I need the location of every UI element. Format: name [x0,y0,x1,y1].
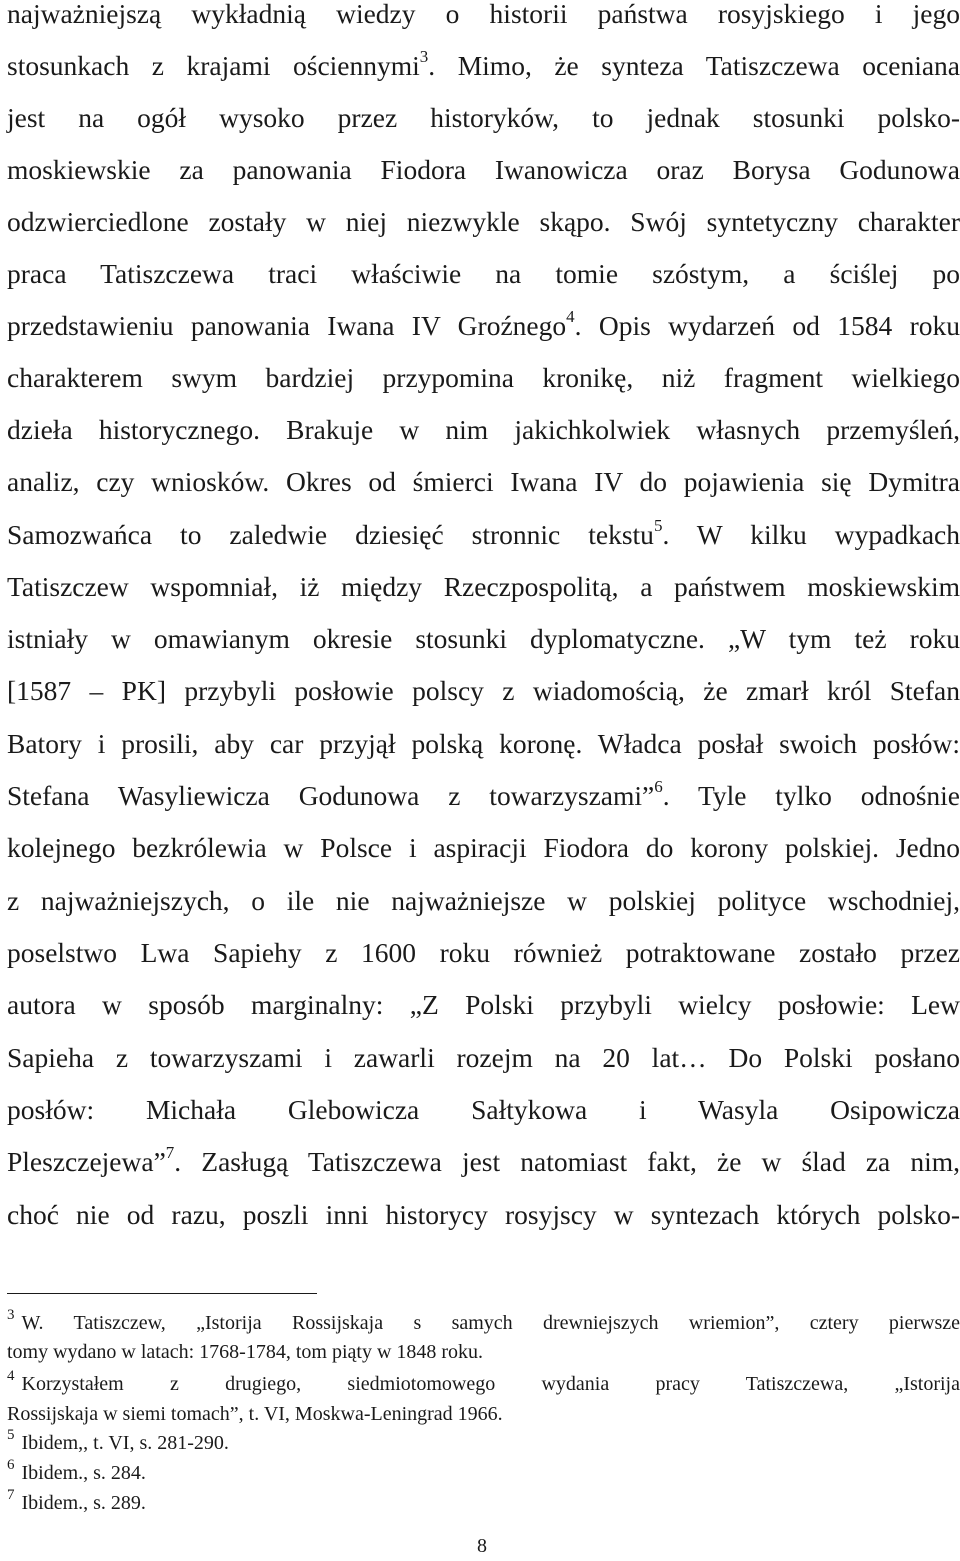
footnote-3-cont: tomy wydano w latach: 1768-1784, tom piąty w 1848 roku. [7,1341,484,1363]
body-line: dzieła historycznego. Brakuje w nim jakichkolwiek własnych przemyśleń, [7,414,960,445]
footnote-separator [7,1293,317,1294]
body-line: [1587 – PK] przybyli posłowie polscy z wiadomością, że zmarł król Stefan [7,675,960,706]
body-line: istniały w omawianym okresie stosunki dyplomatyczne. „W tym też roku [7,623,960,654]
body-line: Batory i prosili, aby car przyjął polską koronę. Władca posłał swoich posłów: [7,728,960,759]
body-line: autora w sposób marginalny: „Z Polski przybyli wielcy posłowie: Lew [7,989,960,1020]
footnote-6: $^6$ Ibidem., s. 284. [7,1457,146,1484]
body-line: stosunkach z krajami ościennymi$^3$. Mimo, że synteza Tatiszczewa oceniana [7,46,960,81]
footnote-5: $^5$ Ibidem,, t. VI, s. 281-290. [7,1427,229,1454]
body-line: choć nie od razu, poszli inni historycy rosyjscy w syntezach których polsko- [7,1199,960,1230]
footnote-7: $^7$ Ibidem., s. 289. [7,1487,146,1514]
body-line: odzwierciedlone zostały w niej niezwykle skąpo. Swój syntetyczny charakter [7,206,960,237]
footnote-ref-3: 3 [419,46,429,66]
body-line: Tatiszczew wspomniał, iż między Rzeczpospolitą, a państwem moskiewskim [7,571,960,602]
body-line: Stefana Wasyliewicza Godunowa z towarzyszami”$^6$. Tyle tylko odnośnie [7,776,960,811]
footnote-4-cont: Rossijskaja w siemi tomach”, t. VI, Moskwa-Leningrad 1966. [7,1403,503,1425]
page-number: 8 [477,1535,487,1557]
footnote-ref-6: 6 [654,776,663,796]
footnote-ref-7: 7 [165,1142,175,1162]
body-line: moskiewskie za panowania Fiodora Iwanowicza oraz Borysa Godunowa [7,154,960,185]
body-line: poselstwo Lwa Sapiehy z 1600 roku również potraktowane zostało przez [7,937,960,968]
body-line: analiz, czy wniosków. Okres od śmierci Iwana IV do pojawienia się Dymitra [7,466,960,497]
body-line: Pleszczejewa”$^7$. Zasługą Tatiszczewa jest natomiast fakt, że w ślad za nim, [7,1142,960,1177]
body-line: najważniejszą wykładnią wiedzy o historii państwa rosyjskiego i jego [7,0,960,29]
footnote-3: $^3$ W. Tatiszczew, „Istorija Rossijskaja s samych drewniejszych wriemion”, cztery pierwsze [7,1307,960,1334]
body-line: posłów: Michała Glebowicza Sałtykowa i Wasyla Osipowicza [7,1094,960,1125]
footnote-ref-4: 4 [566,306,575,326]
body-line: Sapieha z towarzyszami i zawarli rozejm na 20 lat… Do Polski posłano [7,1042,960,1073]
body-line: charakterem swym bardziej przypomina kronikę, niż fragment wielkiego [7,362,960,393]
footnote-4: $^4$ Korzystałem z drugiego, siedmiotomowego wydania pracy Tatiszczewa, „Istorija [7,1368,960,1395]
body-line: Samozwańca to zaledwie dziesięć stronnic tekstu$^5$. W kilku wypadkach [7,515,960,550]
body-line: praca Tatiszczewa traci właściwie na tomie szóstym, a ściślej po [7,258,960,289]
footnote-ref-5: 5 [653,515,663,535]
body-line: przedstawieniu panowania Iwana IV Groźnego$^4$. Opis wydarzeń od 1584 roku [7,306,960,341]
body-line: kolejnego bezkrólewia w Polsce i aspiracji Fiodora do korony polskiej. Jedno [7,832,960,863]
body-line: jest na ogół wysoko przez historyków, to jednak stosunki polsko- [7,102,960,133]
body-line: z najważniejszych, o ile nie najważniejsze w polskiej polityce wschodniej, [7,885,960,916]
